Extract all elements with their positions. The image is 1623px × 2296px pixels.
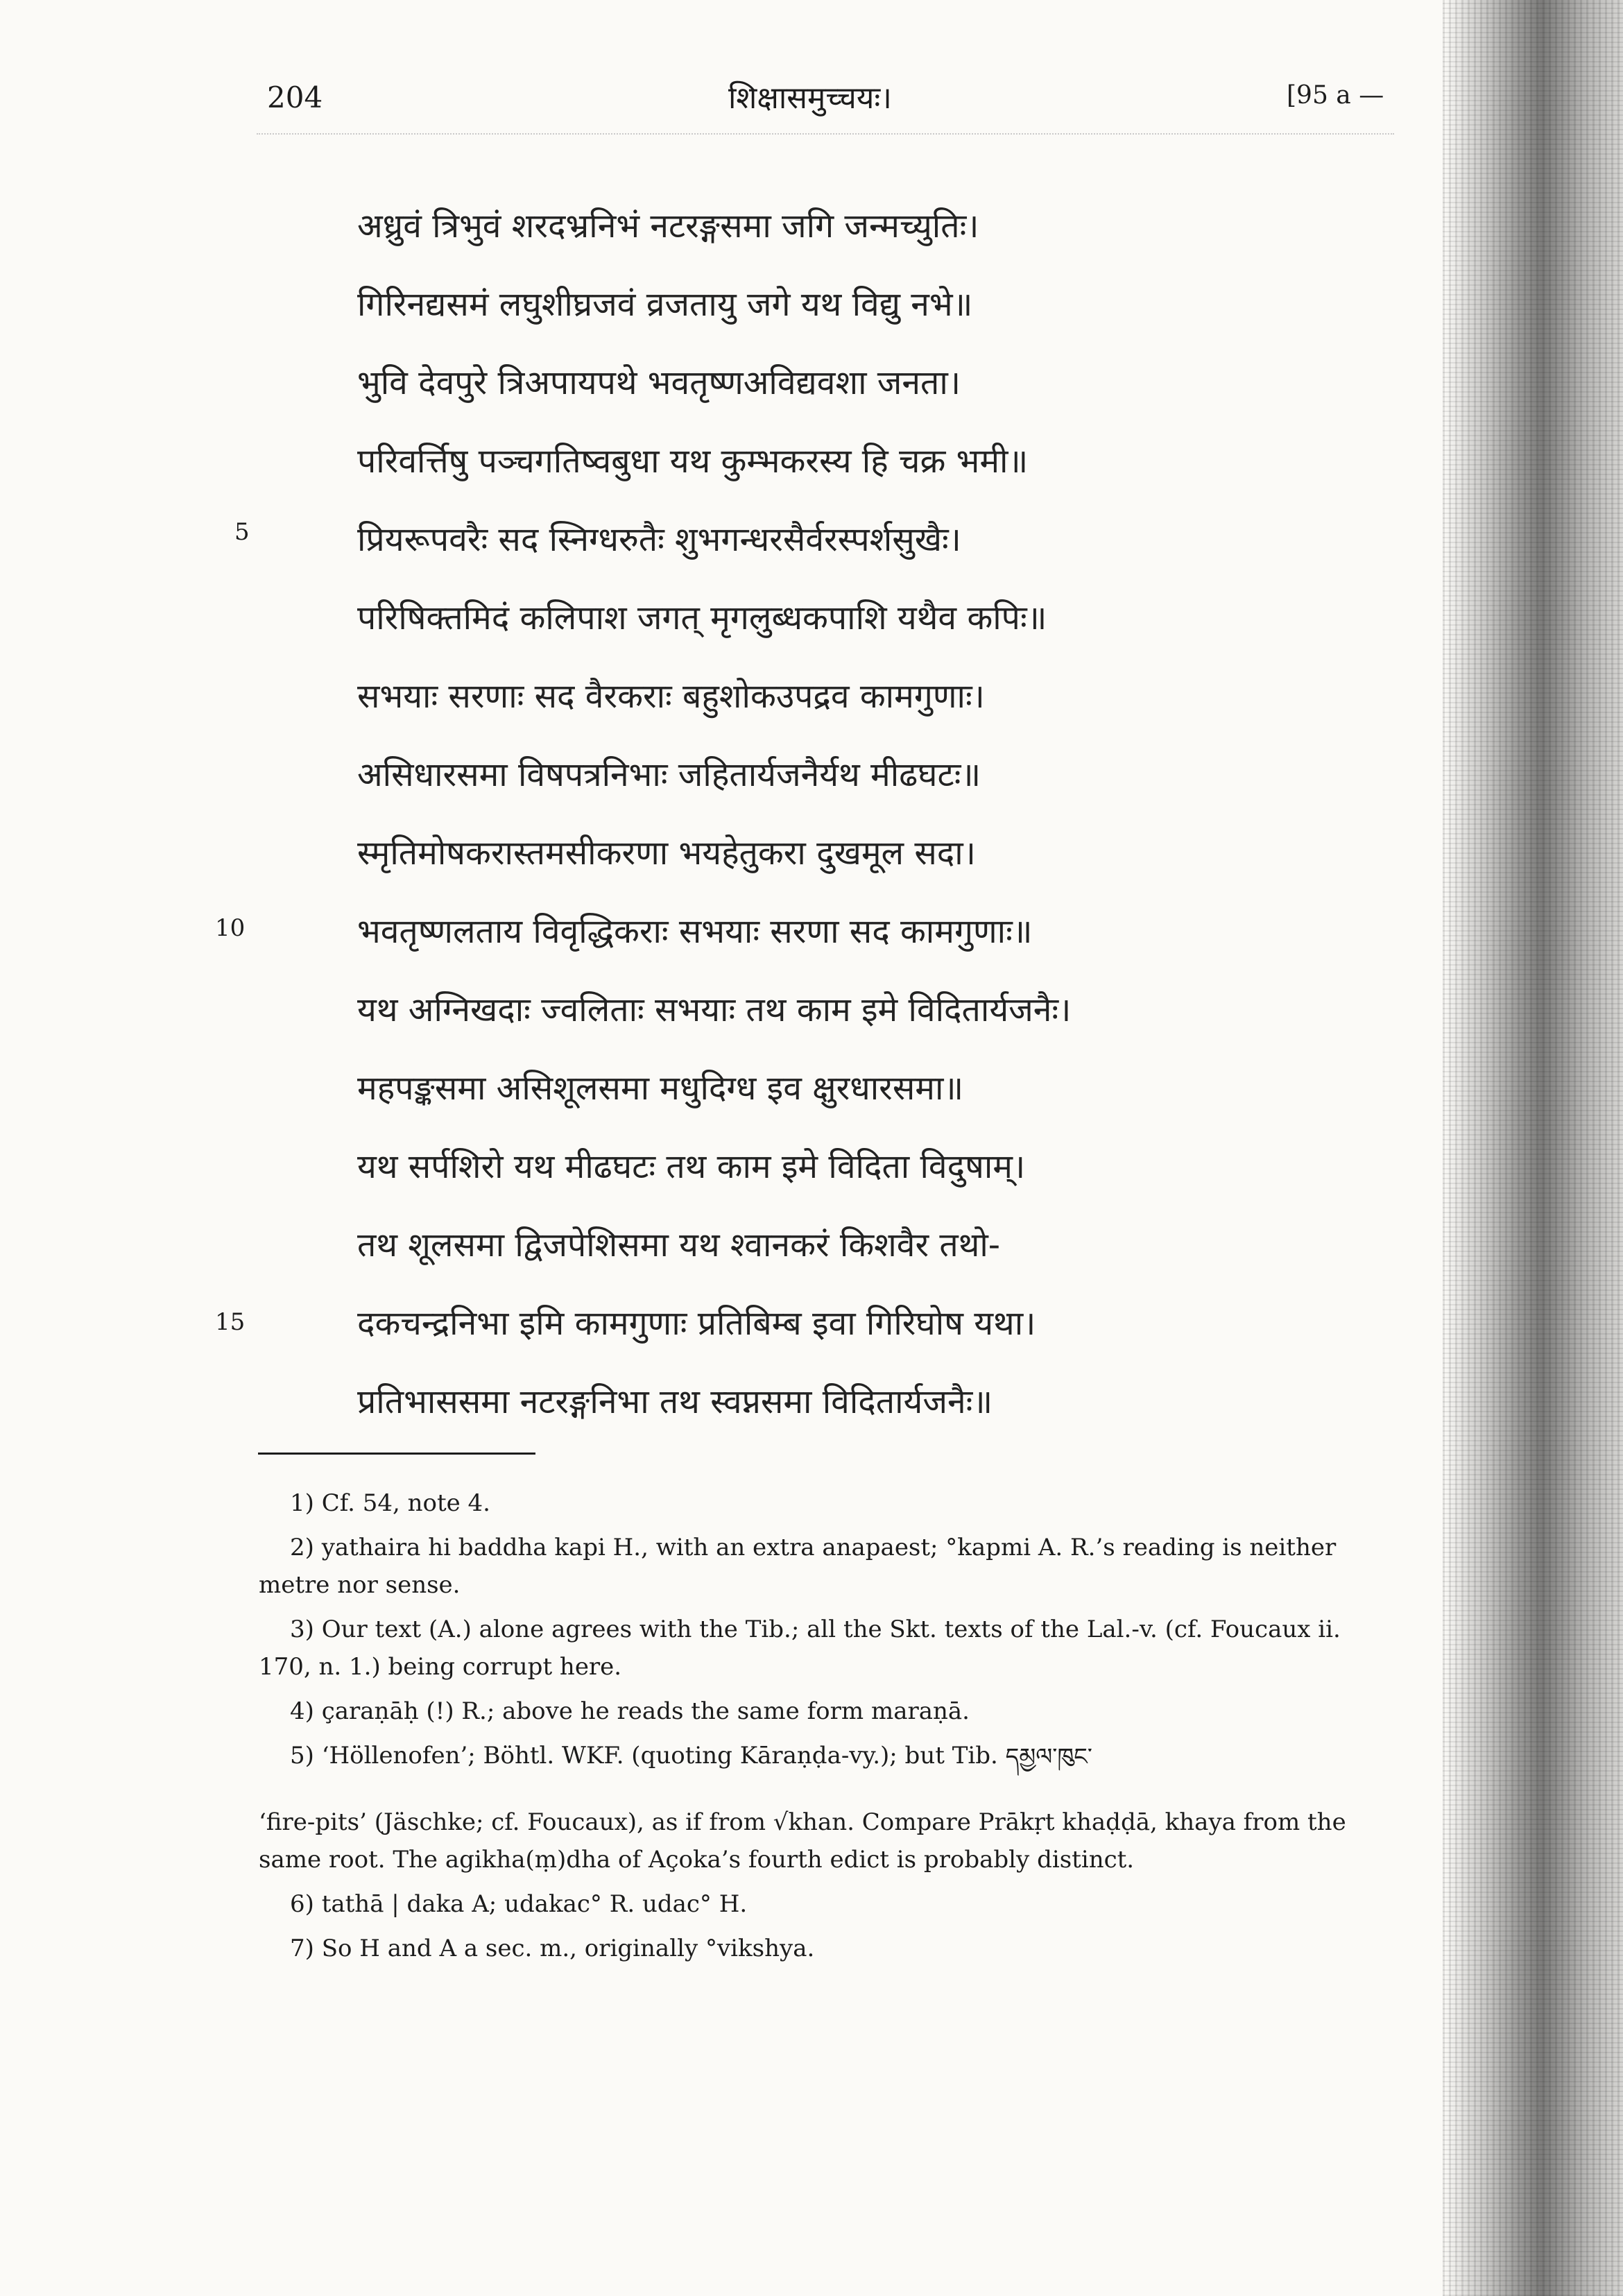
line-number: 15: [215, 1308, 246, 1336]
verse-line: प्रियरूपवरैः सद स्निग्धरुतैः शुभगन्धरसैर्वरस्पर्शसुखैः।: [357, 520, 961, 559]
verse-line: प्रतिभाससमा नटरङ्गनिभा तथ स्वप्नसमा विदितार्यजनैः॥: [357, 1382, 993, 1421]
footnote: [290, 1885, 1372, 1923]
footnote: [290, 1693, 1372, 1730]
verse-line: परिवर्त्तिषु पञ्चगतिष्वबुधा यथ कुम्भकरस्य हि चक्र भमी॥: [357, 442, 1029, 481]
verse-line: दकचन्द्रनिभा इमि कामगुणाः प्रतिबिम्ब इवा गिरिघोष यथा।: [357, 1304, 1036, 1343]
line-number: 10: [215, 914, 246, 942]
verse-line: स्मृतिमोषकरास्तमसीकरणा भयहेतुकरा दुखमूल सदा।: [357, 834, 976, 873]
page-number: 204: [267, 80, 323, 114]
verse-line: यथ अग्निखदाः ज्वलिताः सभयाः तथ काम इमे विदितार्यजनैः।: [357, 991, 1072, 1029]
verse-line: असिधारसमा विषपत्रनिभाः जहितार्यजनैर्यथ मीढघटः॥: [357, 755, 981, 794]
footnote: [290, 1737, 1372, 1776]
verse-line: अध्रुवं त्रिभुवं शरदभ्रनिभं नटरङ्गसमा जगि जन्मच्युतिः।: [357, 207, 979, 246]
footnote-text: 7) So H and A a sec. m., originally °vikshya.: [290, 1935, 815, 1962]
footnote-text: [290, 1737, 1372, 1776]
line-number: 5: [234, 518, 250, 546]
verse-line: गिरिनद्यसमं लघुशीघ्रजवं व्रजतायु जगे यथ विद्यु नभे॥: [357, 285, 973, 324]
verse-line: परिषिक्तमिदं कलिपाश जगत् मृगलुब्धकपाशि यथैव कपिः॥: [357, 599, 1047, 637]
footnote-text: 4) çaraṇāḥ (!) R.; above he reads the same form maraṇā.: [290, 1697, 970, 1725]
footnote-text: 2) yathaira hi baddha kapi H., with an extra anapaest; °kapmi A. R.’s reading is neither metre nor sense.: [259, 1534, 1337, 1599]
verse-block: [357, 187, 1432, 1441]
tibetan-term: དམྱལ་ཁུང་: [1005, 1743, 1092, 1771]
footnote-text: 5) ‘Höllenofen’; Böhtl. WKF. (quoting Kāraṇḍa-vy.); but Tib.: [290, 1742, 998, 1770]
verse-line: तथ शूलसमा द्विजपेशिसमा यथ श्वानकरं किशवैर तथो-: [357, 1226, 1001, 1265]
page-edge-shadow: [1443, 0, 1623, 2296]
footnote-text: 1) Cf. 54, note 4.: [290, 1489, 490, 1517]
running-head: शिक्षासमुच्चयः।: [728, 80, 892, 116]
footnotes: [259, 1484, 1372, 1974]
footnote-rule: [258, 1453, 535, 1455]
section-marker: [95 a —: [1287, 81, 1384, 110]
footnote: [259, 1804, 1372, 1878]
footnote: [290, 1484, 1372, 1522]
footnote-text: 3) Our text (A.) alone agrees with the Tib.; all the Skt. texts of the Lal.-v. (cf. Foucaux ii. 170, n. 1.) being corrupt here.: [259, 1616, 1341, 1681]
footnote: [259, 1611, 1372, 1686]
footnote-text: ‘fire-pits’ (Jäschke; cf. Foucaux), as if from √khan. Compare Prākṛt khaḍḍā, khaya from the same root. The agikha(ṃ)dha of Açoka’s fourth edict is probably distinct.: [259, 1808, 1346, 1874]
footnote: [259, 1529, 1372, 1604]
verse-line: सभयाः सरणाः सद वैरकराः बहुशोकउपद्रव कामगुणाः।: [357, 677, 985, 716]
verse-line: महपङ्कसमा असिशूलसमा मधुदिग्ध इव क्षुरधारसमा॥: [357, 1069, 964, 1108]
verse-line: भवतृष्णलताय विवृद्धिकराः सभयाः सरणा सद कामगुणाः॥: [357, 912, 1033, 951]
footnote: [290, 1930, 1372, 1967]
header-dotted-rule: [257, 133, 1394, 135]
verse-line: यथ सर्पशिरो यथ मीढघटः तथ काम इमे विदिता विदुषाम्।: [357, 1147, 1026, 1186]
verse-line: भुवि देवपुरे त्रिअपायपथे भवतृष्णअविद्यवशा जनता।: [357, 363, 961, 402]
footnote-text: 6) tathā | daka A; udakac° R. udac° H.: [290, 1890, 748, 1918]
